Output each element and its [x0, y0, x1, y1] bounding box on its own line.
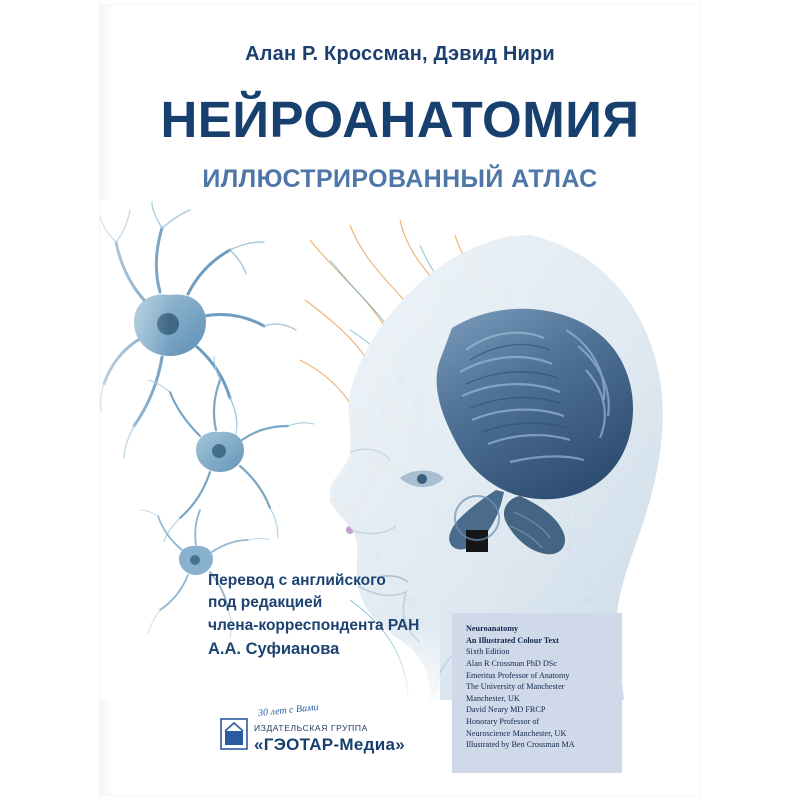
blurb-line-8: Illustrated by Ben Crossman MA	[466, 740, 575, 750]
blurb-line-2: Emeritus Professor of Anatomy	[466, 670, 570, 680]
cover-authors: Алан Р. Кроссман, Дэвид Нири	[245, 43, 555, 65]
publisher-name: «ГЭОТАР-Медиа»	[254, 735, 405, 754]
blurb-title-line2: An Illustrated Colour Text	[466, 635, 559, 645]
cover-subtitle: ИЛЛЮСТРИРОВАННЫЙ АТЛАС	[202, 165, 598, 193]
blurb-title-line1: Neuroanatomy	[466, 624, 519, 633]
editor-credit-line2: под редакцией	[208, 594, 323, 612]
blurb-line-3: The University of Manchester	[466, 682, 565, 692]
publisher-anniversary: 30 лет с Вами	[257, 701, 319, 720]
blurb-line-1: Alan R Crossman PhD DSc	[466, 658, 557, 668]
blurb-line-6: Honorary Professor of	[466, 717, 540, 727]
cover-title: НЕЙРОАНАТОМИЯ	[160, 91, 640, 148]
blurb-line-4: Manchester, UK	[466, 693, 520, 703]
editor-credit-line1: Перевод с английского	[208, 572, 386, 589]
publisher-logo	[220, 701, 410, 767]
english-edition-panel	[452, 613, 622, 773]
book-cover	[100, 5, 700, 795]
publisher-group-label: ИЗДАТЕЛЬСКАЯ ГРУППА	[254, 723, 368, 733]
editor-name: А.А. Суфианова	[208, 640, 340, 659]
blurb-line-7: Neuroscience Manchester, UK	[466, 728, 567, 738]
blurb-line-5: David Neary MD FRCP	[466, 705, 546, 715]
editor-credit	[208, 570, 468, 662]
blurb-line-0: Sixth Edition	[466, 647, 510, 657]
publisher-mark-icon	[220, 718, 248, 750]
editor-credit-line3: члена-корреспондента РАН	[208, 616, 420, 634]
